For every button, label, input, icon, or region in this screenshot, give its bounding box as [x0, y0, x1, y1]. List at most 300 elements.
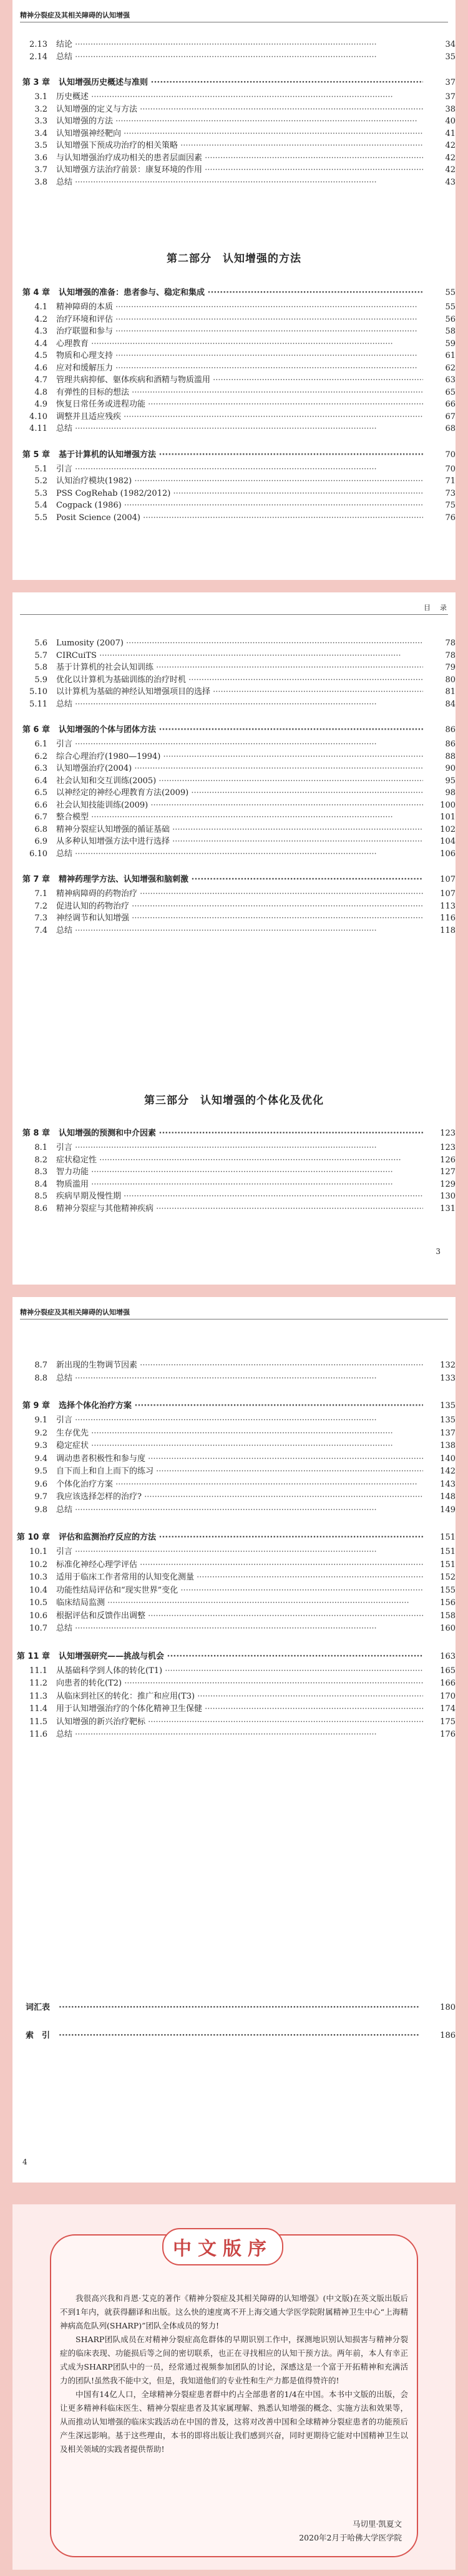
toc-entry-row	[12, 387, 456, 399]
toc-title: 智力功能 ·····	[56, 1166, 423, 1178]
toc-number: 第 10 章	[16, 1533, 50, 1542]
toc-number: 词汇表	[25, 2003, 50, 2012]
toc-page-number: 130	[440, 1192, 456, 1201]
toc-number: 索 引	[25, 2031, 50, 2040]
toc-entry-row	[12, 488, 456, 500]
page-number: 3	[436, 1247, 441, 1256]
toc-title: 总结 ·····	[56, 1372, 423, 1384]
toc-entry-row	[12, 1154, 456, 1167]
toc-number: 3.4	[34, 128, 47, 138]
toc-number: 第 4 章	[22, 288, 50, 297]
toc-entry-row	[12, 104, 456, 116]
toc-page-number: 176	[440, 1730, 456, 1739]
toc-number: 8.4	[34, 1179, 47, 1189]
toc-page-number: 75	[445, 501, 456, 510]
toc-page-number: 135	[440, 1401, 456, 1411]
toc-entry-row	[12, 1427, 456, 1440]
toc-number: 6.8	[34, 824, 47, 834]
toc-section	[12, 287, 456, 524]
toc-title: 总结 ·····	[56, 1623, 423, 1634]
toc-entry-row	[12, 1453, 456, 1466]
toc-number: 4.1	[34, 302, 47, 312]
toc-number: 9.8	[34, 1505, 47, 1515]
toc-page-number: 107	[440, 889, 456, 899]
toc-page-number: 152	[440, 1573, 456, 1582]
toc-number: 8.7	[34, 1361, 47, 1370]
toc-page-number: 155	[440, 1585, 456, 1595]
toc-entry-row	[12, 1571, 456, 1585]
toc-title: 认知增强的定义与方法 ·····	[56, 104, 423, 115]
toc-entry-row	[12, 314, 456, 326]
toc-title: 引言 ·····	[56, 738, 423, 750]
toc-page-number: 135	[440, 1416, 456, 1425]
toc-page-number: 67	[445, 412, 456, 422]
toc-page-number: 133	[440, 1373, 456, 1383]
toc-number: 4.4	[34, 339, 47, 349]
toc-number: 第 5 章	[22, 450, 50, 460]
toc-entry-row	[12, 888, 456, 900]
toc-title: 历史概述 ·····	[56, 91, 423, 103]
toc-number: 4.2	[34, 314, 47, 324]
toc-number: 5.11	[29, 699, 47, 709]
toc-entry-row	[12, 698, 456, 711]
toc-chapter-row	[12, 1400, 456, 1412]
toc-entry-row	[12, 824, 456, 836]
toc-entry-row	[12, 674, 456, 687]
toc-title: 精神分裂症与其他精神疾病 ·····	[56, 1203, 423, 1215]
toc-title: 疾病早期及慢性期 ·····	[56, 1190, 423, 1202]
toc-title: 从多种认知增强方法中进行选择 ·····	[56, 836, 423, 847]
toc-title: 稳定症状 ·····	[56, 1440, 423, 1452]
toc-page-number: 59	[445, 339, 456, 349]
toc-title: 评估和监测治疗反应的方法 ·····	[59, 1532, 423, 1543]
preface-body	[60, 2292, 408, 2456]
toc-page-number: 143	[440, 1479, 456, 1489]
toc-page-number: 86	[445, 725, 456, 735]
toc-page-number: 102	[440, 824, 456, 834]
toc-page-number: 65	[445, 387, 456, 397]
toc-title: 自下而上和自上而下的练习 ·····	[56, 1465, 423, 1477]
toc-page-number: 43	[445, 177, 456, 187]
toc-page-number: 186	[440, 2031, 456, 2040]
toc-page-number: 37	[445, 78, 456, 87]
toc-title: 治疗环境和评估 ·····	[56, 314, 423, 326]
page-number: 4	[22, 2158, 27, 2166]
toc-entry-row	[12, 1190, 456, 1203]
toc-page-number: 95	[445, 776, 456, 786]
toc-title: 总结 ·····	[56, 423, 423, 435]
toc-page-number: 56	[445, 314, 456, 324]
running-header: 精神分裂症及其相关障碍的认知增强	[20, 1307, 448, 1319]
toc-entry-row	[12, 115, 456, 128]
preface-paragraph: 我很高兴我和肖恩·艾克的著作《精神分裂症及其相关障碍的认知增强》(中文版)在英文版出版后不到1年内，就获得翻译和出版。这么快的速度离不开上海交通大学医学院附属精神卫生中心“上海精神病高危队列(SHARP)”团队全体成员的努力!	[60, 2294, 408, 2330]
toc-number: 5.10	[29, 687, 47, 697]
toc-number: 8.8	[34, 1373, 47, 1383]
toc-number: 6.3	[34, 764, 47, 773]
toc-page-2	[12, 592, 456, 1285]
toc-title: 总结 ·····	[56, 51, 423, 63]
toc-title: 精神药理学方法、认知增强和脑刺激 ·····	[59, 874, 423, 885]
toc-title: PSS CogRehab (1982/2012) ·····	[56, 488, 423, 499]
toc-page-number: 63	[445, 375, 456, 385]
toc-title: 功能性结局评估和“现实世界”变化 ·····	[56, 1585, 423, 1596]
toc-number: 9.6	[34, 1479, 47, 1489]
toc-number: 第 3 章	[22, 78, 50, 87]
toc-number: 11.6	[29, 1730, 47, 1739]
toc-title: 总结 ·····	[56, 1729, 423, 1740]
toc-entry-row	[12, 1479, 456, 1492]
toc-page-number: 66	[445, 400, 456, 409]
toc-title: 优化以计算机为基础训练的治疗时机 ·····	[56, 674, 423, 686]
toc-entry-row	[12, 301, 456, 314]
toc-number: 4.10	[29, 412, 47, 422]
toc-page-number: 101	[440, 813, 456, 822]
toc-title: 促进认知的药物治疗 ·····	[56, 900, 423, 912]
toc-chapter-row	[12, 1532, 456, 1543]
toc-number: 5.6	[34, 639, 47, 648]
toc-page-number: 40	[445, 117, 456, 126]
toc-title: 基于计算机的社会认知训练 ·····	[56, 662, 423, 673]
toc-page-1	[12, 0, 456, 580]
preface-paragraph: SHARP团队成员在对精神分裂症高危群体的早期识别工作中，探测地识别认知损害与精神分裂症的临床表现、功能损后等之间的密切联系，也正在寻找相应的认知干预方法。两年前，本人有幸正式成为SHARP团队中的一员，经常通过视频参加团队的讨论，深感这是一个富于开拓精神和充满活力的团队!虽然我不能中文，但是，我知道他们的专业性和生产力都是值得赞许的!	[60, 2335, 408, 2385]
toc-entry-row	[12, 1491, 456, 1504]
toc-page-number: 116	[440, 914, 456, 923]
toc-section	[12, 39, 456, 188]
toc-page-number: 151	[440, 1547, 456, 1556]
toc-entry-row	[12, 1203, 456, 1215]
toc-number: 8.1	[34, 1143, 47, 1152]
toc-number: 11.1	[29, 1666, 47, 1676]
toc-entry-row	[12, 374, 456, 387]
toc-number: 11.2	[29, 1679, 47, 1688]
toc-number: 4.7	[34, 375, 47, 385]
toc-page-number: 35	[445, 52, 456, 62]
toc-entry-row	[12, 1142, 456, 1154]
toc-title: 认知增强的预测和中介因素 ·····	[59, 1127, 423, 1139]
part-heading: 第二部分 认知增强的方法	[167, 253, 301, 265]
toc-page-number: 118	[440, 925, 456, 935]
toc-page-number: 70	[445, 450, 456, 460]
toc-title: 认知治疗模块(1982) ·····	[56, 475, 423, 487]
toc-entry-row	[12, 326, 456, 338]
toc-page-number: 70	[445, 464, 456, 474]
toc-number: 9.5	[34, 1467, 47, 1476]
toc-title: Cogpack (1986) ·····	[56, 499, 423, 511]
toc-chapter-row	[12, 77, 456, 89]
toc-number: 9.3	[34, 1441, 47, 1450]
toc-entry-row	[12, 39, 456, 51]
toc-entry-row	[12, 836, 456, 848]
toc-title: 社会认知和交互训练(2005) ·····	[56, 775, 423, 787]
toc-page-number: 106	[440, 849, 456, 859]
toc-title: 引言 ·····	[56, 1142, 423, 1154]
toc-page-number: 104	[440, 837, 456, 846]
toc-number: 5.5	[34, 513, 47, 523]
toc-page-number: 71	[445, 476, 456, 486]
toc-page-number: 88	[445, 751, 456, 761]
toc-entry-row	[12, 738, 456, 751]
toc-entry-row	[12, 751, 456, 763]
toc-number: 7.2	[34, 901, 47, 911]
toc-page-number: 81	[445, 687, 456, 697]
toc-number: 2.14	[29, 52, 47, 62]
toc-number: 10.5	[29, 1598, 47, 1608]
toc-page-number: 98	[445, 788, 456, 798]
toc-title	[59, 2002, 423, 2014]
toc-title: 认知增强的准备：患者参与、稳定和集成 ·····	[59, 287, 423, 299]
toc-page-number: 76	[445, 513, 456, 523]
toc-number: 9.7	[34, 1492, 47, 1502]
toc-number: 8.5	[34, 1192, 47, 1201]
toc-entry-row	[12, 1677, 456, 1691]
part-heading: 第三部分 认知增强的个体化及优化	[144, 1094, 324, 1107]
toc-entry-row	[12, 128, 456, 140]
toc-number: 6.7	[34, 813, 47, 822]
toc-page-number: 78	[445, 650, 456, 660]
toc-page-number: 34	[445, 40, 456, 49]
toc-number: 7.3	[34, 914, 47, 923]
toc-entry-row	[12, 787, 456, 799]
toc-page-number: 68	[445, 424, 456, 433]
toc-title: 神经调节和认知增强 ·····	[56, 912, 423, 924]
chinese-preface	[12, 2204, 456, 2570]
toc-entry-row	[12, 423, 456, 435]
toc-page-number: 42	[445, 165, 456, 175]
signature-name: 马切里·凯夏文	[353, 2519, 402, 2529]
toc-title: 引言 ·····	[56, 463, 423, 475]
toc-number: 3.3	[34, 117, 47, 126]
toc-entry-row	[12, 637, 456, 650]
toc-entry-row	[12, 338, 456, 350]
toc-title: 认知增强的新兴治疗靶标 ·····	[56, 1716, 423, 1728]
toc-entry-row	[12, 51, 456, 64]
toc-page-number: 131	[440, 1204, 456, 1213]
toc-page-number: 42	[445, 153, 456, 163]
toc-title: 基于计算机的认知增强方法 ·····	[59, 449, 423, 461]
toc-title: 社会认知技能训练(2009) ·····	[56, 799, 423, 811]
toc-title: 认知增强研究——挑战与机会 ·····	[59, 1651, 423, 1662]
toc-page-number: 165	[440, 1666, 456, 1676]
toc-title: 认知增强治疗(2004) ·····	[56, 763, 423, 774]
toc-title: 总结 ·····	[56, 848, 423, 860]
toc-number: 8.2	[34, 1155, 47, 1165]
toc-page-number: 58	[445, 327, 456, 336]
toc-title: 物质滥用 ·····	[56, 1179, 423, 1190]
toc-page-number: 78	[445, 639, 456, 648]
toc-entry-row	[12, 1716, 456, 1729]
toc-number: 3.2	[34, 104, 47, 114]
toc-entry-row	[12, 1179, 456, 1191]
toc-entry-row	[12, 1559, 456, 1572]
toc-title: 新出现的生物调节因素 ·····	[56, 1359, 423, 1371]
toc-entry-row	[12, 1623, 456, 1636]
toc-page-number: 158	[440, 1611, 456, 1621]
toc-title: 管理共病抑郁、躯体疾病和酒精与物质滥用 ·····	[56, 374, 423, 386]
toc-title: 精神病障碍的药物治疗 ·····	[56, 888, 423, 900]
toc-entry-row	[12, 176, 456, 189]
toc-entry-row	[12, 475, 456, 488]
toc-number: 8.6	[34, 1204, 47, 1213]
toc-page-number: 62	[445, 363, 456, 373]
toc-page-number: 175	[440, 1717, 456, 1727]
toc-title: 总结 ·····	[56, 176, 423, 188]
toc-page-number: 163	[440, 1651, 456, 1661]
toc-entry-row	[12, 350, 456, 362]
toc-entry-row	[12, 91, 456, 104]
toc-title: 以神经定的神经心理教育方法(2009) ·····	[56, 787, 423, 799]
toc-page-number: 37	[445, 92, 456, 102]
toc-number: 9.2	[34, 1428, 47, 1438]
toc-title: 综合心理治疗(1980—1994) ·····	[56, 751, 423, 763]
toc-title: 精神分裂症认知增强的循证基础 ·····	[56, 824, 423, 836]
toc-title: 总结 ·····	[56, 698, 423, 710]
toc-entry-row	[12, 1610, 456, 1623]
toc-title: 结论 ·····	[56, 39, 423, 51]
toc-chapter-row	[12, 2030, 456, 2042]
toc-page-number: 107	[440, 875, 456, 884]
toc-entry-row	[12, 811, 456, 824]
toc-title: 根据评估和反馈作出调整 ·····	[56, 1610, 423, 1622]
toc-entry-row	[12, 650, 456, 662]
toc-section	[12, 2002, 456, 2044]
toc-number: 6.5	[34, 788, 47, 798]
toc-title: 恢复日常任务或进程功能 ·····	[56, 398, 423, 410]
toc-entry-row	[12, 1597, 456, 1610]
toc-title: 认知增强历史概述与准则 ·····	[59, 77, 423, 89]
toc-chapter-row	[12, 287, 456, 299]
toc-page-number: 42	[445, 141, 456, 150]
toc-section	[12, 1127, 456, 1215]
toc-title: 引言 ·····	[56, 1546, 423, 1558]
toc-entry-row	[12, 848, 456, 861]
toc-page-number: 73	[445, 488, 456, 498]
toc-entry-row	[12, 912, 456, 925]
toc-entry-row	[12, 512, 456, 524]
toc-page-3	[12, 1297, 456, 2183]
toc-page-number: 86	[445, 740, 456, 749]
toc-number: 3.8	[34, 177, 47, 187]
toc-title: 生存优先 ·····	[56, 1427, 423, 1439]
toc-title: 我应该选择怎样的治疗? ·····	[56, 1491, 423, 1503]
toc-title: 调整并且适应残疾 ·····	[56, 411, 423, 423]
toc-page-number: 113	[440, 901, 456, 911]
toc-entry-row	[12, 1372, 456, 1386]
toc-number: 6.10	[29, 849, 47, 859]
toc-page-number: 100	[440, 800, 456, 810]
toc-chapter-row	[12, 1127, 456, 1139]
toc-page-number: 127	[440, 1167, 456, 1177]
toc-number: 9.4	[34, 1454, 47, 1464]
toc-entry-row	[12, 411, 456, 423]
toc-number: 2.13	[29, 40, 47, 49]
toc-page-number: 41	[445, 128, 456, 138]
toc-title: Posit Science (2004) ·····	[56, 512, 423, 524]
toc-number: 6.9	[34, 837, 47, 846]
toc-page-number: 140	[440, 1454, 456, 1464]
toc-entry-row	[12, 1665, 456, 1678]
signature-date: 2020年2月于哈佛大学医学院	[299, 2533, 402, 2542]
toc-title: 总结 ·····	[56, 1504, 423, 1516]
toc-number: 4.11	[29, 424, 47, 433]
toc-entry-row	[12, 1691, 456, 1704]
toc-page-number: 142	[440, 1467, 456, 1476]
toc-entry-row	[12, 398, 456, 411]
toc-number: 6.4	[34, 776, 47, 786]
toc-number: 10.3	[29, 1573, 47, 1582]
toc-entry-row	[12, 1703, 456, 1716]
toc-page-number: 123	[440, 1129, 456, 1138]
toc-entry-row	[12, 1729, 456, 1742]
toc-number: 3.6	[34, 153, 47, 163]
toc-page-number: 84	[445, 699, 456, 709]
toc-entry-row	[12, 799, 456, 812]
toc-entry-row	[12, 1465, 456, 1479]
toc-title: 用于认知增强治疗的个体化精神卫生保健 ·····	[56, 1703, 423, 1715]
toc-number: 10.4	[29, 1585, 47, 1595]
toc-number: 11.3	[29, 1691, 47, 1701]
toc-number: 5.4	[34, 501, 47, 510]
toc-title: 适用于临床工作者常用的认知变化测量 ·····	[56, 1571, 423, 1583]
toc-entry-row	[12, 1440, 456, 1453]
toc-number: 第 8 章	[22, 1129, 50, 1138]
toc-title: 物质和心理支持 ·····	[56, 350, 423, 362]
running-header: 精神分裂症及其相关障碍的认知增强	[20, 10, 448, 22]
toc-title: 治疗联盟和参与 ·····	[56, 326, 423, 337]
toc-title: 从临床到社区的转化：推广和应用(T3) ·····	[56, 1691, 423, 1702]
toc-number: 第 7 章	[22, 875, 50, 884]
toc-number: 8.3	[34, 1167, 47, 1177]
toc-number: 3.5	[34, 141, 47, 150]
toc-number: 第 9 章	[22, 1401, 50, 1411]
toc-entry-row	[12, 1585, 456, 1598]
toc-number: 10.1	[29, 1547, 47, 1556]
toc-entry-row	[12, 152, 456, 165]
toc-number: 第 6 章	[22, 725, 50, 735]
toc-number: 4.3	[34, 327, 47, 336]
toc-entry-row	[12, 662, 456, 674]
toc-chapter-row	[12, 1651, 456, 1662]
toc-page-number: 149	[440, 1505, 456, 1515]
toc-page-number: 80	[445, 675, 456, 685]
toc-page-number: 138	[440, 1441, 456, 1450]
toc-number: 7.4	[34, 925, 47, 935]
toc-number: 6.1	[34, 740, 47, 749]
toc-number: 10.7	[29, 1624, 47, 1633]
preface-title: 中文版序	[173, 2238, 273, 2260]
toc-page-number: 61	[445, 351, 456, 360]
toc-page-number: 126	[440, 1155, 456, 1165]
toc-title: 认知增强的个体与团体方法 ·····	[59, 724, 423, 736]
toc-page-number: 132	[440, 1361, 456, 1370]
toc-title	[59, 2030, 423, 2042]
toc-page-number: 90	[445, 764, 456, 773]
toc-title: 个体化治疗方案 ·····	[56, 1479, 423, 1490]
toc-entry-row	[12, 925, 456, 937]
toc-title: 认知增强神经靶向 ·····	[56, 128, 423, 140]
toc-chapter-row	[12, 449, 456, 461]
toc-entry-row	[12, 686, 456, 698]
toc-chapter-row	[12, 724, 456, 736]
toc-number: 5.9	[34, 675, 47, 685]
toc-entry-row	[12, 463, 456, 476]
toc-entry-row	[12, 775, 456, 788]
toc-title: Lumosity (2007) ·····	[56, 637, 423, 649]
toc-title: 整合模型 ·····	[56, 811, 423, 823]
toc-chapter-row	[12, 2002, 456, 2014]
toc-entry-row	[12, 499, 456, 512]
toc-title: CIRCuiTS ·····	[56, 650, 423, 662]
toc-page-number: 137	[440, 1428, 456, 1438]
